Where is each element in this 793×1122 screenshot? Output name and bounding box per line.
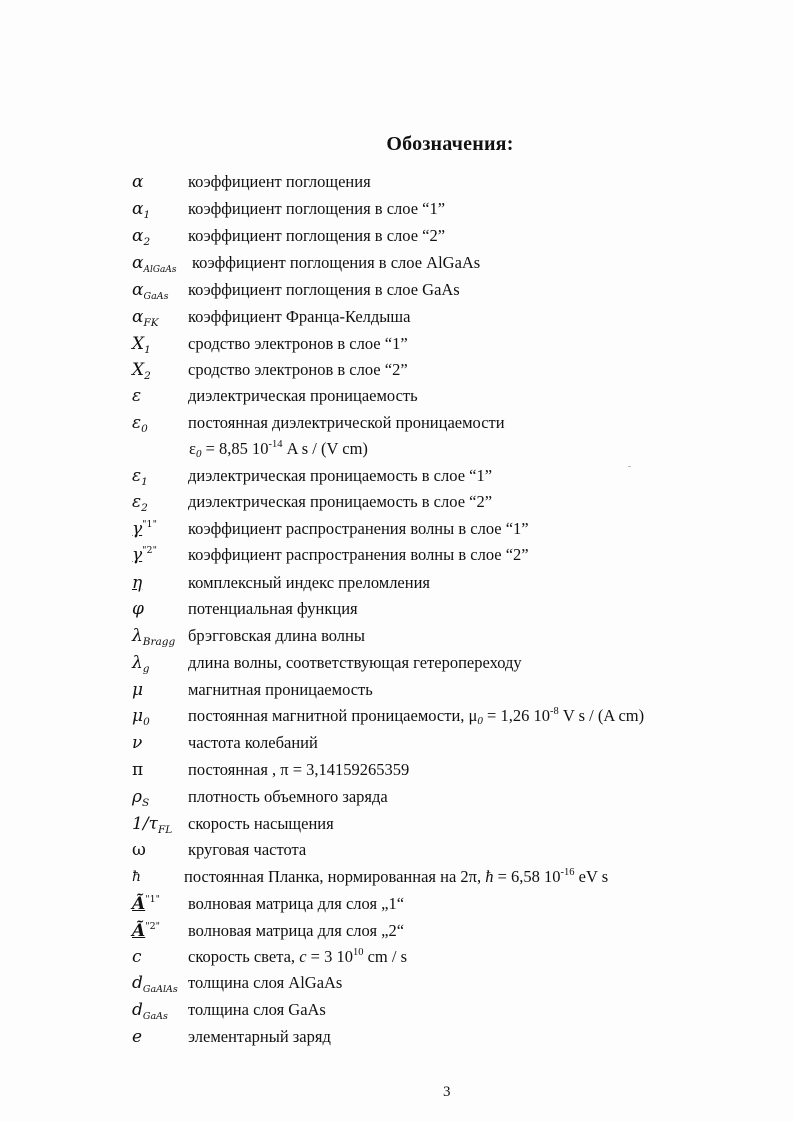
symbol [132,970,192,999]
symbol-base: α [132,307,144,327]
notation-row [132,304,772,330]
description: диэлектрическая проницаемость в слое “1” [188,466,493,485]
notation-row [132,1024,772,1050]
symbol [132,463,192,491]
description-text: постоянная магнитной проницаемости, μ [188,706,478,725]
notation-row [132,891,772,917]
description-text: постоянная Планка, нормированная на 2π, [184,867,486,886]
symbol [132,489,192,517]
symbol-subscript: g [142,663,150,675]
notation-row-continuation [132,436,772,462]
description: потенциальная функция [188,599,358,618]
formula-exponent: -8 [549,706,559,717]
symbol [132,891,192,920]
symbol-base: α [132,280,144,300]
description: коэффициент поглощения в слое GaAs [188,280,460,299]
symbol [132,864,192,890]
notation-row [132,970,772,996]
symbol [132,542,192,571]
notation-row [132,410,772,436]
symbol-subscript: AlGaAs [143,265,177,275]
formula-symbol: ħ [485,867,494,886]
symbol [132,650,192,678]
page-number: 3 [443,1084,451,1100]
description: сродство электронов в слое “1” [188,334,408,353]
symbol-base: 1/τ [132,814,158,834]
symbol-base: ε [132,466,142,486]
symbol-base: d [132,1000,143,1020]
notation-row [132,223,772,249]
symbol [132,944,192,970]
symbol-subscript: 1 [144,344,151,356]
formula-exponent: -16 [560,867,575,878]
description: брэгговская длина волны [188,626,365,645]
description: диэлектрическая проницаемость [188,386,418,405]
symbol-subscript: Bragg [142,636,176,648]
description: частота колебаний [188,733,318,752]
description: элементарный заряд [188,1027,331,1046]
description: волновая матрица для слоя „1“ [188,894,405,913]
symbol-base: π [132,760,144,780]
notation-row [132,918,772,944]
description: волновая матрица для слоя „2“ [188,921,405,940]
symbol-base: α [132,172,144,192]
formula-symbol: c [299,947,307,966]
symbol-base: μ [132,680,144,700]
symbol [132,223,192,251]
symbol [132,730,192,756]
notation-row [132,489,772,515]
symbol [132,918,192,947]
symbol [132,703,192,731]
notation-row [132,677,772,703]
symbol [132,383,192,409]
description: плотность объемного заряда [188,787,388,806]
symbol [132,811,192,839]
scan-speck [628,466,631,467]
symbol [132,784,192,812]
notation-row [132,811,772,837]
formula-exponent: -14 [268,439,283,450]
symbol-base: α [132,253,144,273]
symbol-base: γ [132,519,143,539]
notation-row [132,623,772,649]
description: толщина слоя AlGaAs [188,973,343,992]
formula-exponent: 10 [352,947,364,958]
symbol-base: γ [132,545,143,565]
description: длина волны, соответствующая гетеропереходу [188,653,522,672]
notation-row [132,250,772,276]
symbol [132,357,192,385]
notation-row [132,703,772,729]
description: сродство электронов в слое “2” [188,360,408,379]
formula-equals: = 3 10 [306,947,353,966]
symbol [132,304,192,332]
notation-row [132,169,772,195]
notation-row [132,864,772,890]
symbol [132,570,192,596]
symbol-base: α [132,226,144,246]
notation-row [132,331,772,357]
notation-row [132,757,772,783]
symbol-subscript: GaAlAs [142,984,178,995]
formula-unit: V s / (A cm) [558,706,645,725]
symbol [132,277,192,306]
formula-subscript: 0 [195,448,202,460]
symbol-base: ε [132,413,142,433]
description: магнитная проницаемость [188,680,373,699]
description [184,864,608,893]
symbol [132,331,192,359]
notation-row [132,516,772,542]
symbol [132,250,192,279]
symbol-base: Ã [132,921,146,941]
symbol [132,623,192,651]
formula-unit: A s / (V cm) [282,439,368,458]
symbol [132,596,192,622]
notation-row [132,837,772,863]
description: коэффициент поглощения в слое “2” [188,226,446,245]
description: скорость насыщения [188,814,334,833]
notation-row [132,542,772,568]
notation-row [132,277,772,303]
description: постоянная , π = 3,14159265359 [188,760,410,779]
description: коэффициент поглощения в слое AlGaAs [192,253,481,272]
symbol [132,677,192,703]
symbol-subscript: 1 [141,476,148,488]
symbol-base: η [132,573,143,593]
symbol-base: X [132,334,145,354]
description [188,703,644,732]
formula-subscript: 0 [477,715,483,727]
formula-equals: = 1,26 10 [482,706,550,725]
symbol-base: d [132,973,143,993]
description: диэлектрическая проницаемость в слое “2” [188,492,493,511]
symbol-base: α [132,199,144,219]
formula-equals: = 6,58 10 [493,867,561,886]
symbol-base: ħ [132,869,142,885]
description: коэффициент распространения волны в слое “1” [188,519,529,538]
formula-unit: cm / s [363,947,407,966]
description-text: скорость света, [188,947,300,966]
symbol-subscript: 0 [143,716,150,728]
description-formula [189,436,368,465]
notation-row [132,596,772,622]
notation-row [132,944,772,970]
symbol-base: X [132,360,145,380]
symbol-subscript: 2 [144,370,151,382]
description: постоянная диэлектрической проницаемости [188,413,505,432]
symbol-subscript: 2 [141,502,148,514]
symbol [132,169,192,195]
description: толщина слоя GaAs [188,1000,326,1019]
description: коэффициент поглощения в слое “1” [188,199,446,218]
notation-row [132,383,772,409]
notation-row [132,997,772,1023]
symbol-subscript: 2 [143,236,151,248]
symbol-subscript: S [142,797,150,809]
symbol-subscript: 0 [141,423,148,435]
symbol-base: ν [132,733,143,753]
symbol [132,196,192,224]
description: коэффициент поглощения [188,172,371,191]
symbol-superscript: "2" [145,921,160,932]
symbol [132,1024,192,1050]
notation-row [132,650,772,676]
symbol-base: μ [132,706,144,726]
symbol-base: φ [132,599,144,619]
symbol-base: λ [132,626,143,646]
symbol [132,997,192,1026]
formula-unit: eV s [574,867,609,886]
symbol-base: ε [132,386,142,406]
page-title: Обозначения: [386,133,514,155]
notation-row [132,196,772,222]
symbol-base: ω [132,840,146,860]
notation-row [132,570,772,596]
notation-row [132,357,772,383]
description: круговая частота [188,840,307,859]
notation-row [132,730,772,756]
symbol [132,837,192,863]
formula-equals: = 8,85 10 [201,439,269,458]
symbol-base: c [132,947,142,967]
symbol-base: ε [132,492,142,512]
symbol-superscript: "1" [145,894,160,905]
symbol-subscript: FL [157,824,173,836]
description [188,944,407,973]
symbol [132,757,192,783]
symbol-superscript: "1" [142,519,157,530]
symbol-base: e [132,1027,143,1047]
symbol [132,410,192,438]
symbol-base: λ [132,653,143,673]
symbol-base: Ã [132,894,146,914]
symbol [132,516,192,545]
symbol-base: ρ [132,787,142,807]
notation-row [132,784,772,810]
symbol-superscript: "2" [142,545,157,556]
description: коэффициент Франца-Келдыша [188,307,411,326]
description: комплексный индекс преломления [188,573,430,592]
symbol-subscript: GaAs [142,1011,168,1022]
description: коэффициент распространения волны в слое “2” [188,545,529,564]
symbol-subscript: 1 [143,209,151,221]
formula-symbol: ε [189,439,196,458]
symbol-subscript: GaAs [143,291,169,302]
notation-row [132,463,772,489]
symbol-subscript: FK [143,317,159,329]
